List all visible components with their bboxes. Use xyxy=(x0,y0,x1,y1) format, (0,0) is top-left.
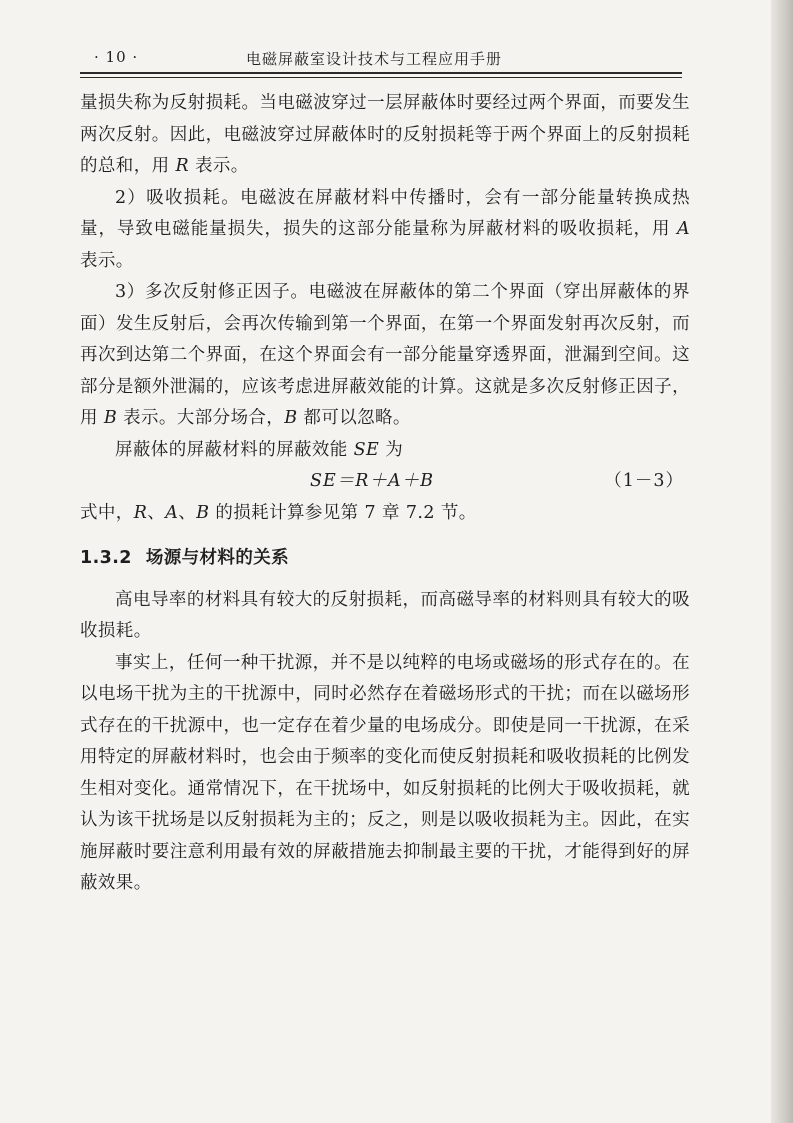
paragraph-text: 为 xyxy=(379,439,404,460)
equation: SE＝R＋A＋B xyxy=(310,471,434,491)
separator: 、 xyxy=(178,502,197,523)
paragraph-reflection-loss xyxy=(80,88,690,183)
paragraph-multiple-reflection xyxy=(80,277,690,435)
paragraph-interference-source: 事实上，任何一种干扰源，并不是以纯粹的电场或磁场的形式存在的。在以电场干扰为主的干扰源中，同时必然存在着磁场形式的干扰；而在以磁场形式存在的干扰源中，也一定存在着少量的电场成分。即使是同一干扰源，在采用特定的屏蔽材料时，也会由于频率的变化而使反射损耗和吸收损耗的比例发生相对变化。通常情况下，在干扰场中，如反射损耗的比例大于吸收损耗，就认为该干扰场是以反射损耗为主的；反之，则是以吸收损耗为主。因此，在实施屏蔽时要注意利用最有效的屏蔽措施去抑制最主要的干扰，才能得到好的屏蔽效果。 xyxy=(80,652,690,893)
separator: 、 xyxy=(147,502,166,523)
math-variable-r: R xyxy=(133,502,148,523)
math-variable-a: A xyxy=(676,219,690,239)
page-edge-shadow xyxy=(771,0,793,1123)
page-header xyxy=(80,46,682,70)
math-variable-se: SE xyxy=(353,439,380,460)
paragraph-se-intro xyxy=(80,435,690,467)
paragraph-text: 表示。 xyxy=(80,250,134,271)
equation-row xyxy=(80,466,690,498)
paragraph-where xyxy=(80,498,690,530)
math-variable-b: B xyxy=(103,408,118,428)
page-number: · 10 · xyxy=(94,48,139,66)
paragraph-text: 都可以忽略。 xyxy=(297,408,411,428)
section-number: 1.3.2 xyxy=(80,548,132,568)
section-title: 场源与材料的关系 xyxy=(145,548,290,568)
running-title: 电磁屏蔽室设计技术与工程应用手册 xyxy=(246,50,503,68)
paragraph-conductivity: 高电导率的材料具有较大的反射损耗，而高磁导率的材料则具有较大的吸收损耗。 xyxy=(80,589,690,641)
math-variable-a: A xyxy=(165,502,179,523)
header-rule-thin xyxy=(80,77,682,78)
paragraph-text: 式中， xyxy=(80,502,134,523)
paragraph-text: 量损失称为反射损耗。当电磁波穿过一层屏蔽体时要经过两个界面，而要发生两次反射。因此，电磁波穿过屏蔽体时的反射损耗等于两个界面上的反射损耗的总和，用 xyxy=(80,93,690,176)
paragraph-text: 3）多次反射修正因子。电磁波在屏蔽体的第二个界面（穿出屏蔽体的界面）发生反射后，会再次传输到第一个界面，在第一个界面发射再次反射，而再次到达第二个界面，在这个界面会有一部分能量穿透界面，泄漏到空间。这部分是额外泄漏的，应该考虑进屏蔽效能的计算。这就是多次反射修正因子，用 xyxy=(80,282,690,428)
paragraph-text: 表示。大部分场合， xyxy=(117,408,285,428)
math-variable-r: R xyxy=(175,156,190,176)
paragraph-text: 的损耗计算参见第 7 章 7.2 节。 xyxy=(209,502,477,523)
header-rule-thick xyxy=(80,72,682,74)
math-variable-b: B xyxy=(196,502,210,523)
section-heading xyxy=(80,543,690,575)
paragraph-absorption-loss xyxy=(80,183,690,278)
paragraph-text: 屏蔽体的屏蔽材料的屏蔽效能 xyxy=(115,439,354,460)
equation-number: （1－3） xyxy=(604,471,684,491)
paragraph-text: 2）吸收损耗。电磁波在屏蔽材料中传播时，会有一部分能量转换成热量，导致电磁能量损失，损失的这部分能量称为屏蔽材料的吸收损耗，用 xyxy=(80,187,690,239)
paragraph-text: 表示。 xyxy=(189,156,249,176)
body-text xyxy=(80,88,690,900)
math-variable-b: B xyxy=(284,408,298,428)
